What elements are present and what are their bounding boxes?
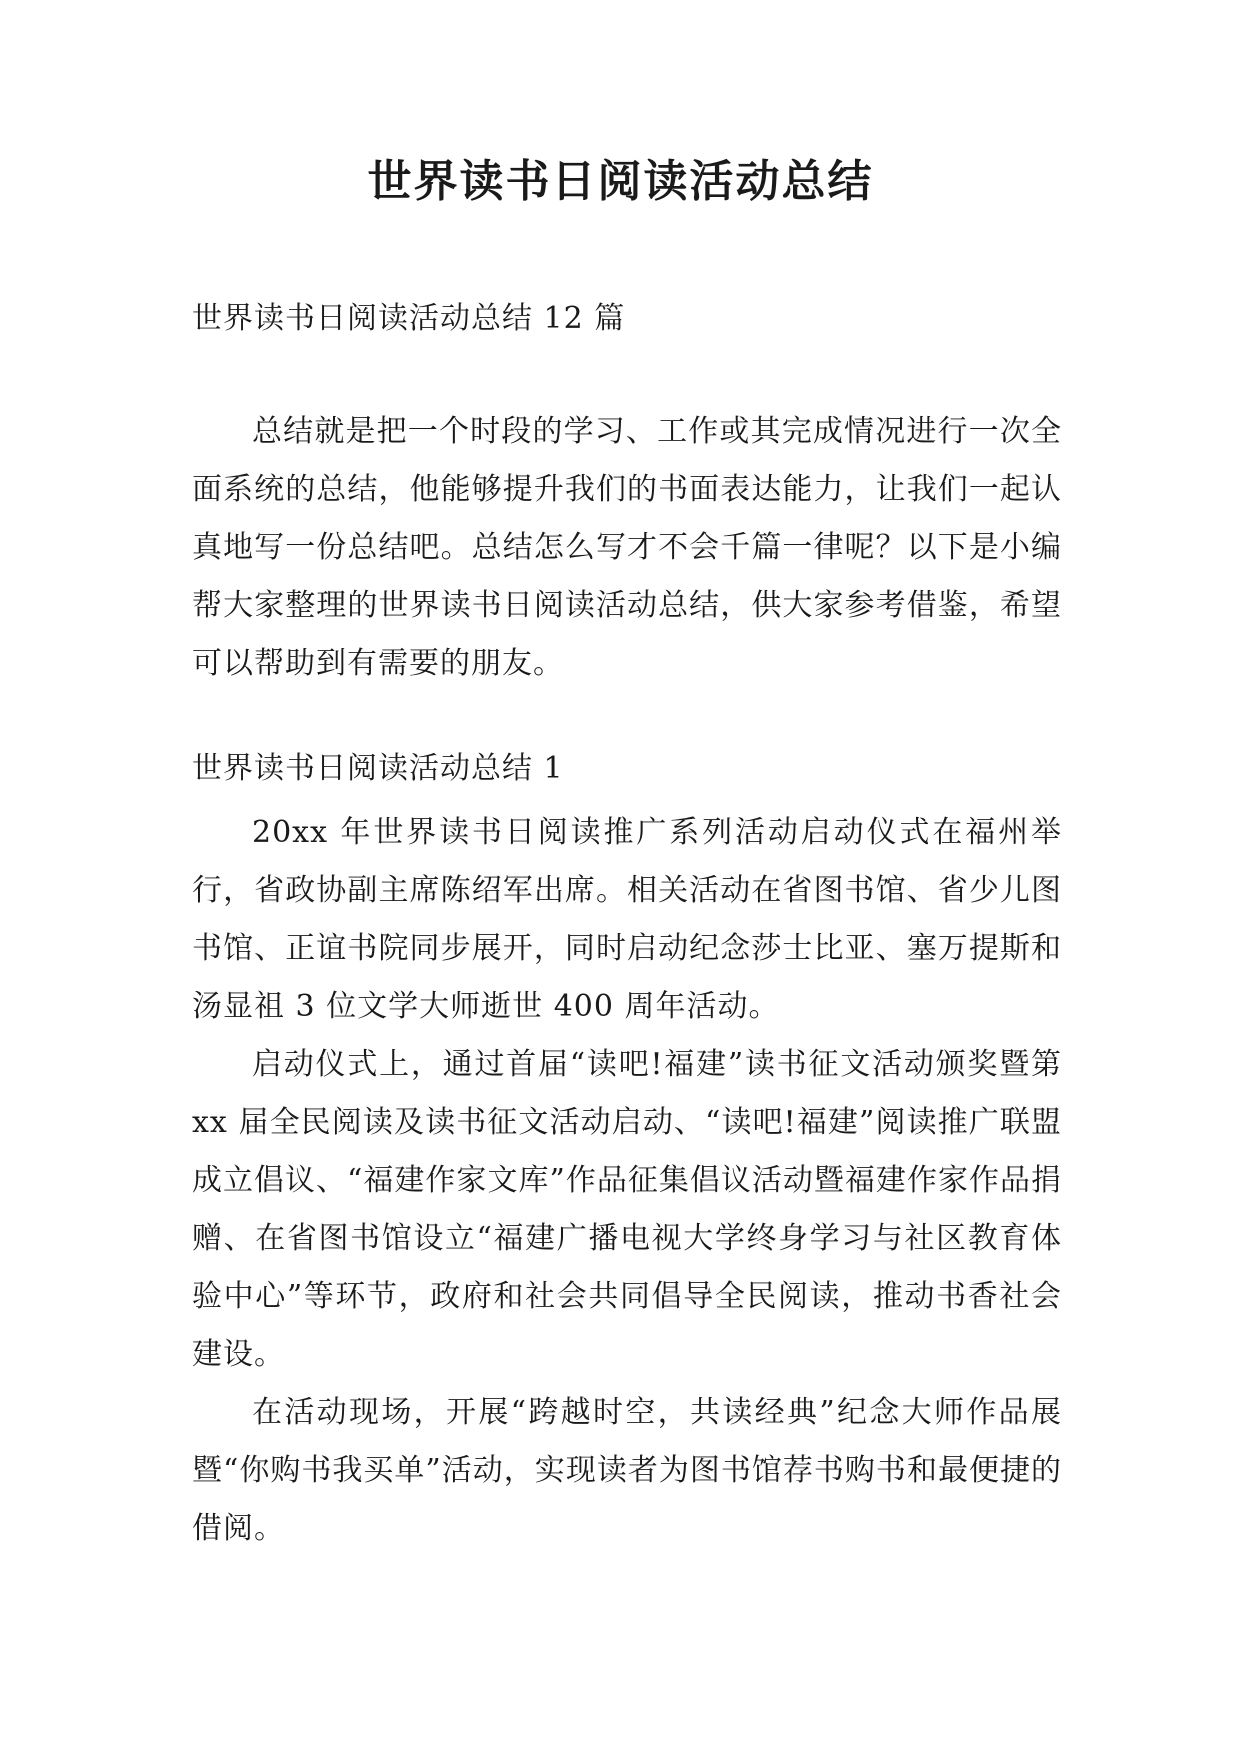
intro-block bbox=[192, 403, 1062, 693]
intro-paragraph: 总结就是把一个时段的学习、工作或其完成情况进行一次全面系统的总结，他能够提升我们的书面表达能力，让我们一起认真地写一份总结吧。总结怎么写才不会千篇一律呢？以下是小编帮大家整理的世界读书日阅读活动总结，供大家参考借鉴，希望可以帮助到有需要的朋友。 bbox=[192, 414, 1062, 681]
body-paragraph-3: 在活动现场，开展“跨越时空，共读经典”纪念大师作品展暨“你购书我买单”活动，实现读者为图书馆荐书购书和最便捷的借阅。 bbox=[192, 1395, 1062, 1546]
section-body bbox=[192, 804, 1062, 1558]
body-paragraph-1: 20xx 年世界读书日阅读推广系列活动启动仪式在福州举行，省政协副主席陈绍军出席。相关活动在省图书馆、省少儿图书馆、正谊书院同步展开，同时启动纪念莎士比亚、塞万提斯和汤显祖 3 位文学大师逝世 400 周年活动。 bbox=[192, 815, 1062, 1024]
document-subtitle: 世界读书日阅读活动总结 12 篇 bbox=[192, 301, 626, 336]
section-heading: 世界读书日阅读活动总结 1 bbox=[192, 751, 564, 786]
document-title: 世界读书日阅读活动总结 bbox=[367, 156, 874, 207]
body-paragraph-2: 启动仪式上，通过首届“读吧!福建”读书征文活动颁奖暨第 xx 届全民阅读及读书征文活动启动、“读吧!福建”阅读推广联盟成立倡议、“福建作家文库”作品征集倡议活动暨福建作家作品捐赠、在省图书馆设立“福建广播电视大学终身学习与社区教育体验中心”等环节，政府和社会共同倡导全民阅读，推动书香社会建设。 bbox=[192, 1047, 1062, 1372]
